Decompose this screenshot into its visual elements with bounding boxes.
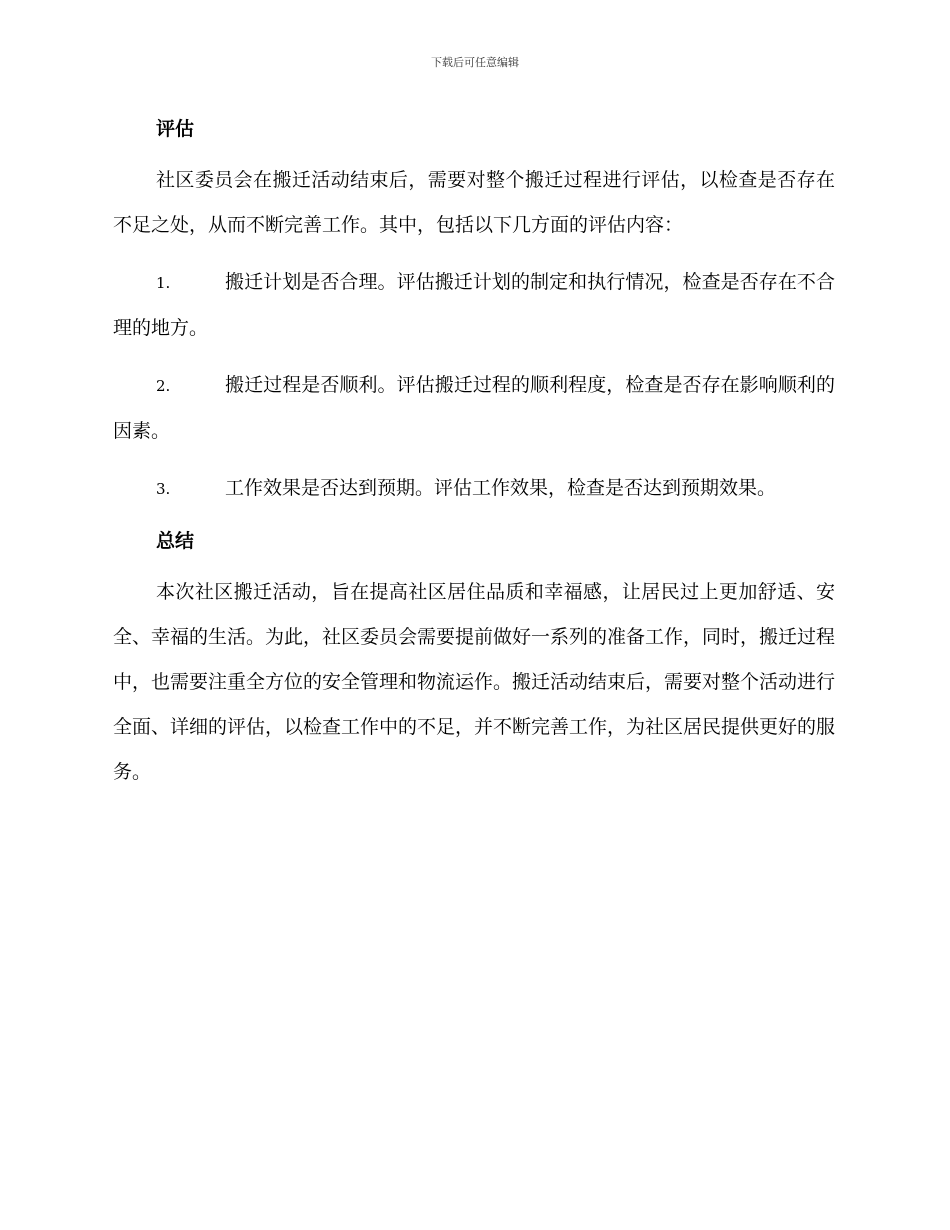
- document-body: [113, 112, 835, 807]
- list-item-text: 工作效果是否达到预期。评估工作效果，检查是否达到预期效果。: [225, 477, 777, 499]
- list-item-text: 搬迁过程是否顺利。评估搬迁过程的顺利程度，检查是否存在影响顺利的因素。: [113, 374, 835, 442]
- evaluation-list-item-2: [113, 363, 835, 454]
- evaluation-list-item-1: [113, 260, 835, 351]
- list-number: 3.: [156, 480, 171, 498]
- list-item-text: 搬迁计划是否合理。评估搬迁计划的制定和执行情况，检查是否存在不合理的地方。: [113, 271, 835, 339]
- summary-paragraph: 本次社区搬迁活动，旨在提高社区居住品质和幸福感，让居民过上更加舒适、安全、幸福的生活。为此，社区委员会需要提前做好一系列的准备工作，同时，搬迁过程中，也需要注重全方位的安全管理和物流运作。搬迁活动结束后，需要对整个活动进行全面、详细的评估，以检查工作中的不足，并不断完善工作，为社区居民提供更好的服务。: [113, 581, 836, 783]
- section-heading-evaluation: 评估: [156, 118, 195, 140]
- evaluation-list-item-3: [113, 466, 835, 512]
- list-number: 2.: [156, 377, 171, 395]
- evaluation-intro-paragraph: 社区委员会在搬迁活动结束后，需要对整个搬迁过程进行评估，以检查是否存在不足之处，从而不断完善工作。其中，包括以下几方面的评估内容：: [113, 169, 835, 236]
- section-heading-summary: 总结: [156, 530, 195, 552]
- header-note: 下载后可任意编辑: [431, 56, 519, 69]
- list-number: 1.: [156, 274, 171, 292]
